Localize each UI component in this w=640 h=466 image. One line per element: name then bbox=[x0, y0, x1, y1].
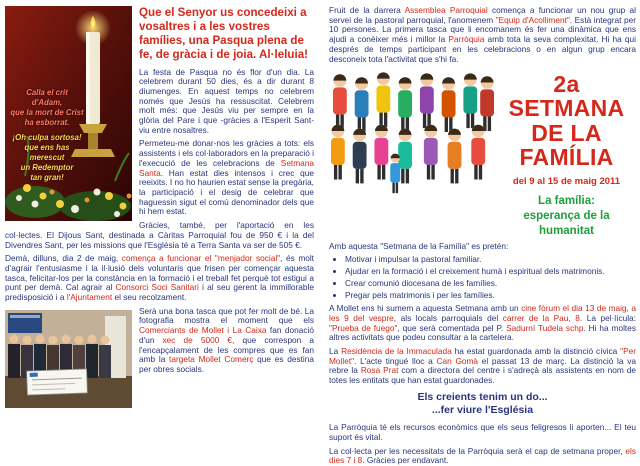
paragraph-fotografia: Serà una bona tasca que pot fer molt de bé. La fotografia mostra el moment que els Comerciants de Mollet i La Caixa fan donació d'un xec de 5000 €, que correspon a l'encapçalament de les compres que es fan amb la targeta Mollet Comerç que es destina per obres socials. bbox=[139, 305, 314, 374]
goals-list bbox=[345, 255, 636, 300]
candle-overlay-part2 bbox=[9, 133, 85, 184]
family-week-dates: del 9 al 15 de maig 2011 bbox=[512, 175, 621, 187]
paragraph-menjador-social: Demà, dilluns, dia 2 de maig, comença a funcionar el "menjador social", és molt d'agrair l'entusiasme i la il·lusió dels voluntaris que frisen per començar aquesta tasca, felicitar-los per la constància en la formació i el treball fet perquè tot estigui a punt per demà. Cal agrair al Consorci Soci Sanitari i al seu gerent la immillorable predisposició i a l'Ajuntament el seu recolzament. bbox=[5, 253, 314, 303]
check-donation-photo-svg bbox=[5, 310, 132, 408]
family-week-title-line: 2a SETMANA bbox=[508, 71, 625, 122]
believers-motto-line: Els creients tenim un do... bbox=[417, 390, 548, 403]
goal-item-4: • Pregar pels matrimonis i per les famílies. bbox=[345, 291, 636, 301]
candle-overlay-text bbox=[9, 88, 85, 183]
family-crowd-svg bbox=[329, 68, 497, 196]
page-right bbox=[329, 5, 637, 466]
paragraph-recursos: La Parròquia té els recursos econòmics que els seus feligresos li aporten... El teu suport és vital. bbox=[329, 422, 636, 442]
believers-motto bbox=[329, 391, 636, 418]
paragraph-gracies: Permeteu-me donar-nos les gràcies a tots: els assistents i els col·laboradors en la preparació i l'execució de les celebracions de Setmana Santa. Han estat dies intensos i crec que reeixits. I no ho haurien estat sense la pregària, la participació i el desig de celebrar que haguessin sigut el comú denominador dels que hi hem estat. bbox=[139, 138, 314, 217]
paragraph-collectes: Gràcies, també, per l'aportació en les col·lectes. El Dijous Sant, destinada a Càritas Parroquial fou de 950 € i la del Divendres Sant, per les missions que l'Església té a Terra Santa va ser de 505 €. bbox=[5, 220, 314, 250]
family-week-header bbox=[497, 68, 636, 238]
candle-overlay-line: tan gran! bbox=[30, 173, 64, 182]
candle-overlay-line: que ens has merescut bbox=[24, 142, 70, 162]
check-donation-photo bbox=[5, 310, 132, 408]
candle-overlay-part1 bbox=[9, 88, 85, 129]
family-week-block bbox=[329, 68, 636, 238]
candle-overlay-line: ha esborrat. bbox=[24, 118, 70, 128]
candle-overlay-line: Calla el crit bbox=[26, 88, 68, 97]
family-week-title bbox=[497, 72, 636, 169]
goal-item-3: • Crear comunió diocesana de les famílies. bbox=[345, 279, 636, 289]
goal-item-2: • Ajudar en la formació i el creixement humà i espiritual dels matrimonis. bbox=[345, 267, 636, 277]
paragraph-pasqua: La festa de Pasqua no és flor d'un dia. La celebrem durant 50 dies, és a dir durant 8 diumenges. En aquest temps no celebrem només que Jesús ha ressuscitat. Celebrem molt més: que Jesús viu per sempre en la glòria del Pare i que -gràcies a l'Esperit Sant- viu entre nosaltres. bbox=[139, 66, 314, 135]
easter-greeting-headline: Que el Senyor us concedeixi a vosaltres i a les vostres famílies, una Pasqua plena de fe, de gràcia i de joia. Al·leluia! bbox=[139, 6, 309, 62]
paschal-candle-image bbox=[5, 6, 132, 221]
page-left bbox=[5, 6, 314, 448]
candle-overlay-line: que la mort de Crist bbox=[10, 108, 84, 118]
believers-motto-line: ...fer viure l'Església bbox=[431, 404, 534, 417]
paragraph-acolliment: Fruit de la darrera Assemblea Parroquial comença a funcionar un nou grup al servei de la pastoral parroquial, l'anomenem "Equip d'Acolliment". Està integrat per 10 persones. La primera tasca que li encomanem és fer una dinàmica que ens ajudi a conèixer més i millor la Parròquia amb tota la seva complexitat. Hi ha qui després de temps participant en les celebracions o en algun grup encara desconeix tota l'activitat que s'hi fa. bbox=[329, 5, 637, 64]
paragraph-collecta: La col·lecta per les necessitats de la Parròquia serà el cap de setmana proper, els dies 7 i 8. Gràcies per endavant. bbox=[329, 445, 636, 466]
paragraph-residencia: La Residència de la Immaculada ha estat guardonada amb la distinció cívica "Per Mollet". L'acte tingué lloc a Can Gomà el passat 13 de març. La distinció la va rebre la Rosa Prat com a directora del centre i s'adreçà als assistents en nom de totes les entitats que han estat guardonades. bbox=[329, 346, 637, 386]
goals-intro: Amb aquesta "Setmana de la Família" es pretén: bbox=[329, 240, 509, 251]
paragraph-cine-forum: A Mollet ens hi sumem a aquesta Setmana amb un cine fòrum el dia 13 de maig, a les 9 del vespre, als locals parroquials del carrer de la Pau, 8. La pel·lícula: "Prueba de fuego", que serà comentada pel P. Sadurní Tudela schp. Hi ha moltes altres activitats que podeu consultar a la cartelera. bbox=[329, 303, 636, 343]
candle-overlay-line: un Redemptor bbox=[20, 162, 74, 172]
candle-overlay-line: ¡Oh culpa sortosa! bbox=[12, 132, 82, 142]
goal-item-1: • Motivar i impulsar la pastoral familiar. bbox=[345, 255, 636, 265]
family-crowd-illustration bbox=[329, 68, 497, 196]
family-week-title-line: DE LA FAMÍLIA bbox=[519, 119, 614, 170]
family-week-slogan bbox=[497, 194, 636, 239]
family-week-slogan-line: La família: bbox=[538, 194, 595, 207]
family-week-slogan-line: esperança de la humanitat bbox=[523, 209, 610, 237]
candle-overlay-line: d'Adam, bbox=[31, 98, 63, 108]
